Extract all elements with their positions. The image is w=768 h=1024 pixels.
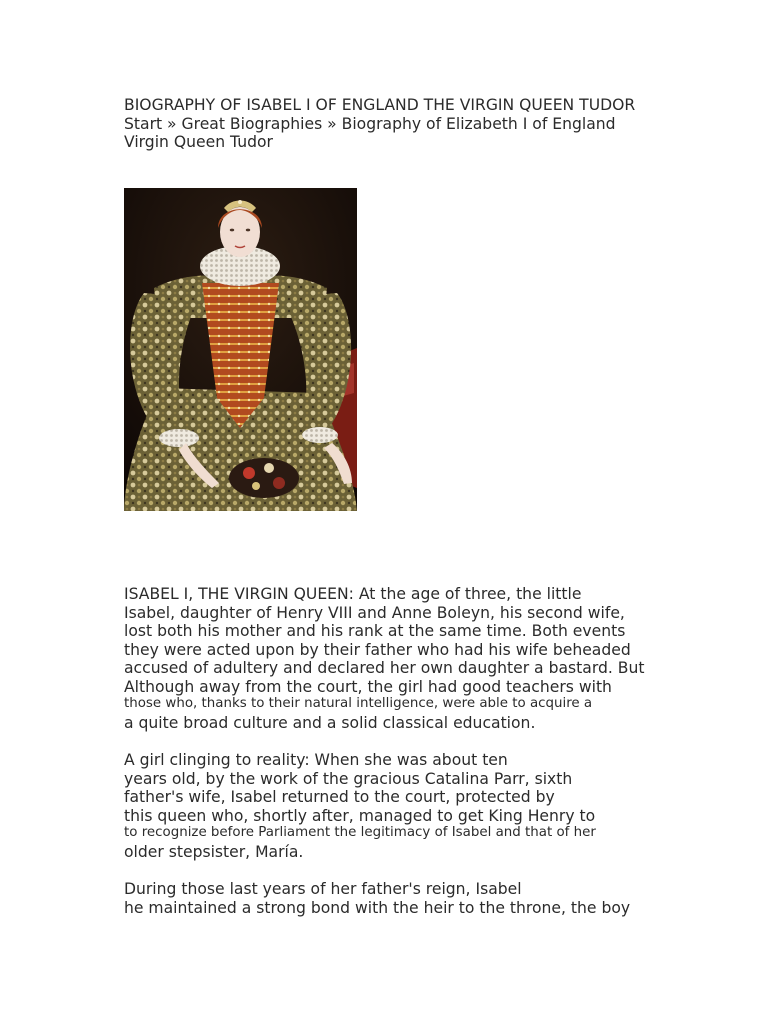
paragraph-line: he maintained a strong bond with the heir to the throne, the boy (124, 898, 631, 917)
page-title: BIOGRAPHY OF ISABEL I OF ENGLAND THE VIRGIN QUEEN TUDOR (124, 96, 636, 114)
paragraph-line: they were acted upon by their father who had his wife beheaded (124, 640, 631, 659)
paragraph-line: Isabel, daughter of Henry VIII and Anne Boleyn, his second wife, (124, 603, 625, 622)
paragraph-line: this queen who, shortly after, managed to get King Henry to (124, 806, 596, 825)
paragraph-line: those who, thanks to their natural intelligence, were able to acquire a (124, 696, 593, 711)
paragraph-line: ISABEL I, THE VIRGIN QUEEN: At the age of three, the little (124, 585, 582, 603)
paragraph-line: to recognize before Parliament the legitimacy of Isabel and that of her (124, 825, 596, 840)
paragraph-line: father's wife, Isabel returned to the court, protected by (124, 788, 555, 806)
paragraph-line: A girl clinging to reality: When she was about ten (124, 751, 508, 769)
breadcrumb-continuation: Virgin Queen Tudor (124, 133, 273, 151)
portrait-image (124, 188, 357, 511)
paragraph-line: a quite broad culture and a solid classical education. (124, 714, 536, 732)
paragraph-line: During those last years of her father's reign, Isabel (124, 880, 522, 898)
paragraph-line: years old, by the work of the gracious Catalina Parr, sixth (124, 769, 573, 788)
paragraph-line: Although away from the court, the girl had good teachers with (124, 677, 612, 696)
breadcrumb: Start » Great Biographies » Biography of Elizabeth I of England (124, 114, 616, 133)
paragraph-line: accused of adultery and declared her own daughter a bastard. But (124, 659, 645, 677)
paragraph-line: older stepsister, María. (124, 843, 304, 861)
paragraph-line: lost both his mother and his rank at the same time. Both events (124, 622, 626, 640)
